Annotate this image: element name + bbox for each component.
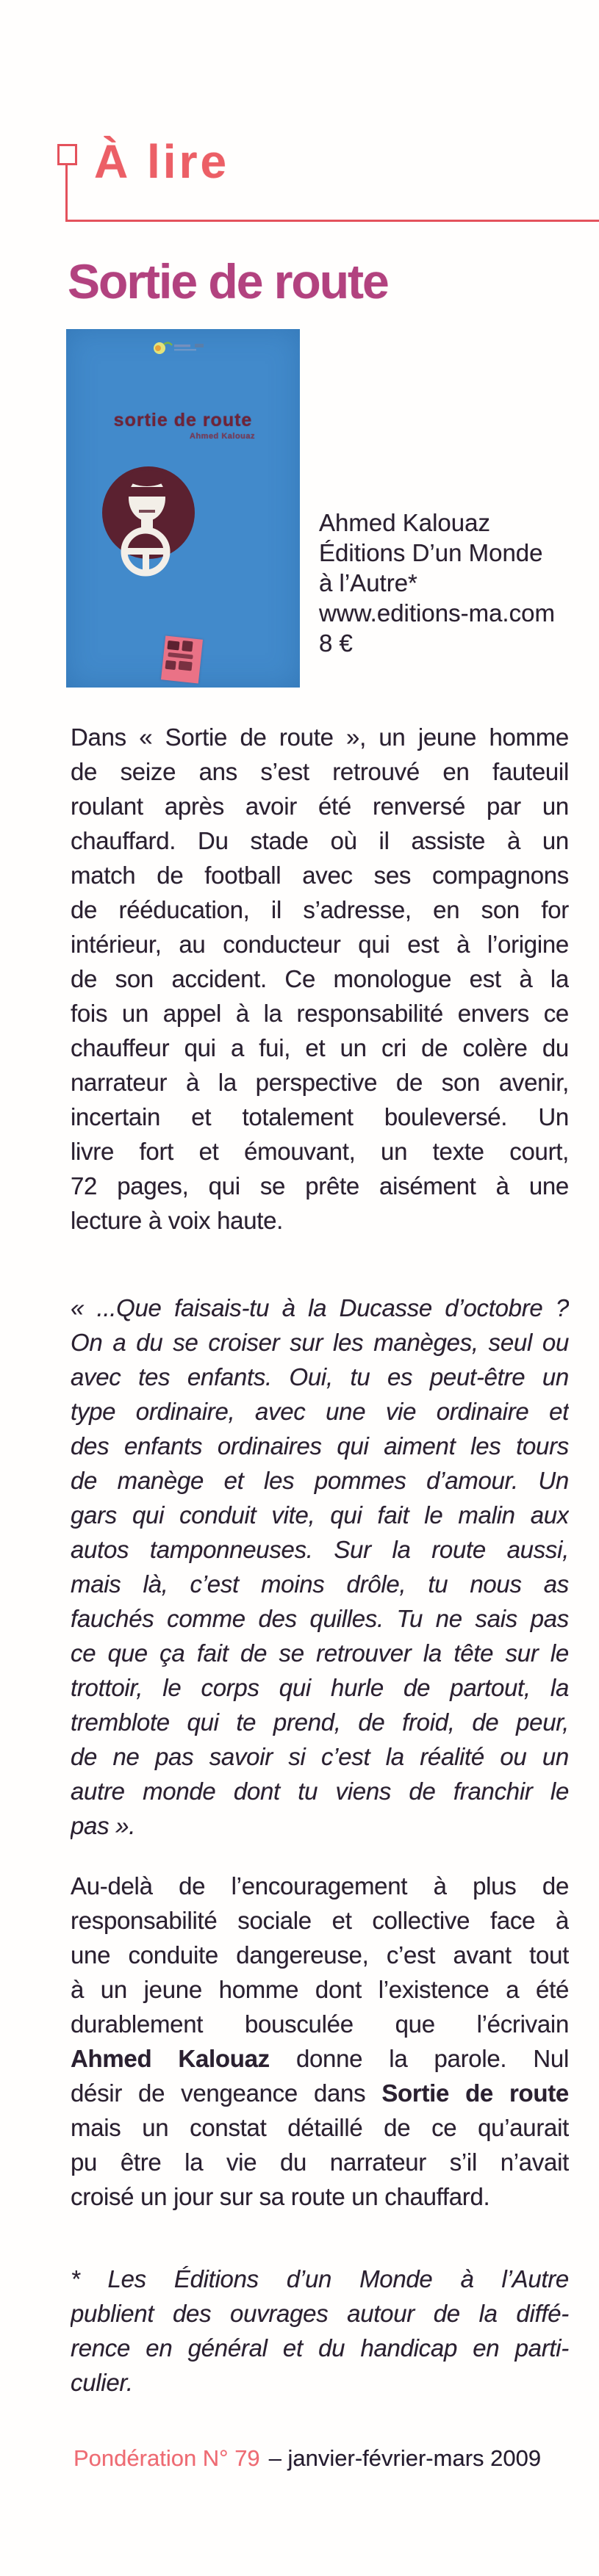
text-line: Ahmed Kalouaz donne la parole. Nul bbox=[71, 2045, 569, 2072]
text-line: match de football avec ses compagnons bbox=[71, 862, 569, 889]
text-line: pas ». bbox=[71, 1812, 136, 1839]
text-line: pu être la vie du narrateur s’il n’avait bbox=[71, 2149, 569, 2176]
section-rule-horizontal bbox=[65, 220, 599, 222]
text-line: mais un constat détaillé de ce qu’aurait bbox=[71, 2114, 569, 2141]
book-info-publisher-line2: à l’Autre* bbox=[319, 569, 417, 596]
book-info-publisher-line1: Éditions D’un Monde bbox=[319, 539, 543, 566]
text-line: à un jeune homme dont l’existence a été bbox=[71, 1976, 569, 2003]
journal-name: Pondération N° 79 bbox=[73, 2445, 260, 2471]
article-title: Sortie de route bbox=[68, 254, 388, 309]
text-line: de son accident. Ce monologue est à la bbox=[71, 965, 569, 992]
text-line: type ordinaire, avec une vie ordinaire et bbox=[71, 1398, 569, 1425]
price-sticker bbox=[161, 635, 203, 683]
text-line: Au-delà de l’encouragement à plus de bbox=[71, 1872, 569, 1899]
book-info-website: www.editions-ma.com bbox=[319, 599, 555, 627]
section-title: À lire bbox=[94, 135, 230, 188]
text-line: roulant après avoir été renversé par un bbox=[71, 793, 569, 820]
text-line: 72 pages, qui se prête aisément à une bbox=[71, 1172, 569, 1199]
text-line: On a du se croiser sur les manèges, seul ou bbox=[71, 1329, 569, 1356]
section-marker-icon bbox=[57, 144, 77, 165]
page-footer bbox=[73, 2444, 541, 2473]
text-line: « ...Que faisais-tu à la Ducasse d’octobre ? bbox=[71, 1294, 569, 1321]
text-line: autre monde dont tu viens de franchir le bbox=[71, 1778, 569, 1805]
text-line: Dans « Sortie de route », un jeune homme bbox=[71, 724, 569, 751]
text-line: ce que ça fait de se retrouver la tête sur le bbox=[71, 1639, 569, 1667]
text-line: culier. bbox=[71, 2369, 133, 2396]
book-info bbox=[319, 508, 555, 658]
footnote-paragraph bbox=[71, 2262, 569, 2400]
issue-date: – janvier-février-mars 2009 bbox=[268, 2445, 542, 2471]
text-line: rence en général et du handicap en parti- bbox=[71, 2334, 569, 2362]
text-line: de ne pas savoir si c’est la réalité ou un bbox=[71, 1743, 569, 1770]
text-line: mais là, c’est moins drôle, tu nous as bbox=[71, 1570, 569, 1598]
text-line: * Les Éditions d’un Monde à l’Autre bbox=[71, 2265, 569, 2292]
book-info-price: 8 € bbox=[319, 629, 353, 657]
text-line: gars qui conduit vite, qui fait le malin aux bbox=[71, 1501, 569, 1529]
face-steering-wheel-illustration bbox=[66, 329, 300, 688]
cover-title: sortie de route bbox=[113, 410, 253, 430]
body-paragraph-2 bbox=[71, 1869, 569, 2214]
text-line: autos tamponneuses. Sur la route aussi, bbox=[71, 1536, 569, 1563]
text-line: chauffeur qui a fui, et un cri de colère du bbox=[71, 1034, 569, 1061]
text-line: durablement bousculée que l’écrivain bbox=[71, 2010, 569, 2038]
text-line: désir de vengeance dans Sortie de route bbox=[71, 2079, 569, 2107]
text-line: fois un appel à la responsabilité envers ce bbox=[71, 1000, 569, 1027]
text-line: de seize ans s’est retrouvé en fauteuil bbox=[71, 758, 569, 785]
text-line: trottoir, le corps qui hurle de partout, la bbox=[71, 1674, 569, 1701]
book-info-author: Ahmed Kalouaz bbox=[319, 509, 490, 536]
text-line: chauffard. Du stade où il assiste à un bbox=[71, 827, 569, 854]
text-line: intérieur, au conducteur qui est à l’origine bbox=[71, 931, 569, 958]
text-line: avec tes enfants. Oui, tu es peut-être un bbox=[71, 1363, 569, 1390]
section-rule-vertical bbox=[65, 163, 68, 221]
text-line: livre fort et émouvant, un texte court, bbox=[71, 1138, 569, 1165]
text-line: lecture à voix haute. bbox=[71, 1207, 284, 1234]
text-line: de manège et les pommes d’amour. Un bbox=[71, 1467, 569, 1494]
text-line: tremblote qui te prend, de froid, de peur, bbox=[71, 1709, 569, 1736]
text-line: des enfants ordinaires qui aiment les tours bbox=[71, 1432, 569, 1460]
text-line: narrateur à la perspective de son avenir, bbox=[71, 1069, 569, 1096]
text-line: fauchés comme des quilles. Tu ne sais pas bbox=[71, 1605, 569, 1632]
text-line: responsabilité sociale et collective face à bbox=[71, 1907, 569, 1934]
quote-paragraph bbox=[71, 1291, 569, 1843]
text-line: une conduite dangereuse, c’est avant tout bbox=[71, 1941, 569, 1969]
cover-author: Ahmed Kalouaz bbox=[190, 432, 256, 441]
text-line: publient des ouvrages autour de la diffé- bbox=[71, 2300, 569, 2327]
body-paragraph-1 bbox=[71, 720, 569, 1238]
text-line: croisé un jour sur sa route un chauffard. bbox=[71, 2183, 490, 2210]
text-line: de rééducation, il s’adresse, en son for bbox=[71, 896, 569, 923]
book-cover bbox=[66, 329, 300, 688]
text-line: incertain et totalement bouleversé. Un bbox=[71, 1103, 569, 1130]
